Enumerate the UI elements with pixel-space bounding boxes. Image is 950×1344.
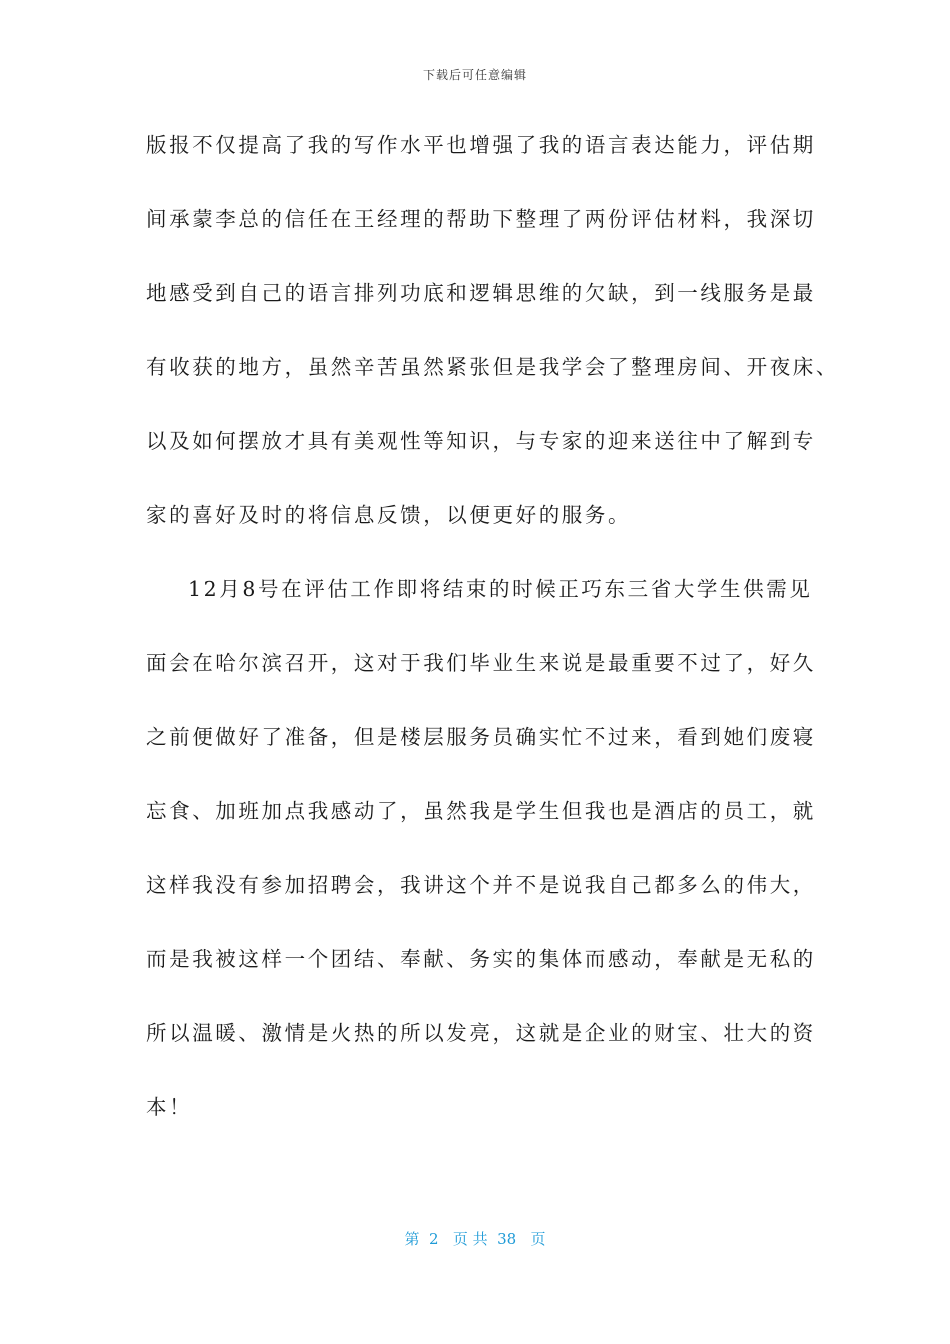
text-line: 所以温暖、激情是火热的所以发亮，这就是企业的财宝、壮大的资 <box>146 1021 816 1045</box>
text-line: 家的喜好及时的将信息反馈，以便更好的服务。 <box>146 503 632 527</box>
text-line: 之前便做好了准备，但是楼层服务员确实忙不过来，看到她们废寝 <box>146 725 816 749</box>
text-line: 有收获的地方，虽然辛苦虽然紧张但是我学会了整理房间、开夜床、 <box>146 355 839 379</box>
text-line: 面会在哈尔滨召开，这对于我们毕业生来说是最重要不过了，好久 <box>146 651 816 675</box>
text-line: 间承蒙李总的信任在王经理的帮助下整理了两份评估材料，我深切 <box>146 207 816 231</box>
text-line: 忘食、加班加点我感动了，虽然我是学生但我也是酒店的员工，就 <box>146 799 816 823</box>
document-body <box>146 120 839 1156</box>
text-line: 地感受到自己的语言排列功底和逻辑思维的欠缺，到一线服务是最 <box>146 281 816 305</box>
text-line: 这样我没有参加招聘会，我讲这个并不是说我自己都多么的伟大， <box>146 873 816 897</box>
text-line: 以及如何摆放才具有美观性等知识，与专家的迎来送往中了解到专 <box>146 429 816 453</box>
page-number-footer: 第 2 页 共 38 页 <box>404 1230 546 1248</box>
header-note: 下载后可任意编辑 <box>422 68 527 82</box>
text-line: 而是我被这样一个团结、奉献、务实的集体而感动，奉献是无私的 <box>146 947 816 971</box>
paragraph-start-line: 12月8号在评估工作即将结束的时候正巧东三省大学生供需见 <box>188 577 813 601</box>
text-line: 本！ <box>146 1095 193 1119</box>
text-line: 版报不仅提高了我的写作水平也增强了我的语言表达能力，评估期 <box>146 133 816 157</box>
